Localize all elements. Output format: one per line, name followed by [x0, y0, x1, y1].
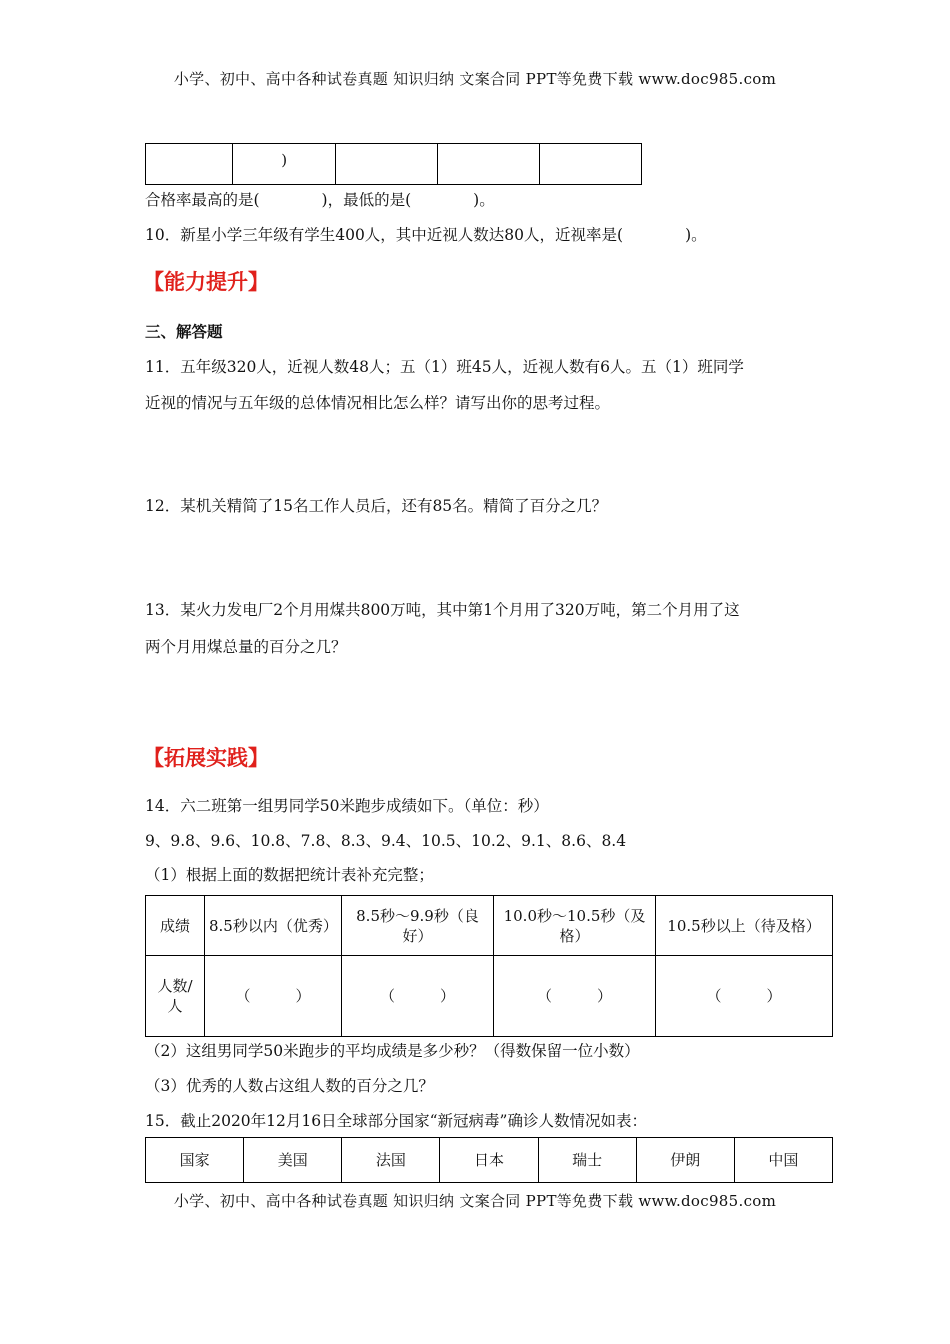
- pass-rate-line: 合格率最高的是( )，最低的是( )。: [145, 191, 495, 209]
- section-ability: 【能力提升】: [143, 270, 269, 294]
- score-header-cell: 8.5秒～9.9秒（良好）: [342, 896, 494, 956]
- country-cell: 美国: [244, 1138, 342, 1183]
- table-cell: [437, 144, 539, 185]
- score-header-cell: 成绩: [146, 896, 205, 956]
- country-cell: 法国: [342, 1138, 440, 1183]
- country-cell: 国家: [146, 1138, 244, 1183]
- count-label-cell: 人数/人: [146, 956, 205, 1037]
- section-solve: 三、解答题: [145, 323, 223, 341]
- blank-cell: （ ）: [656, 956, 833, 1037]
- blank-cell: （ ）: [205, 956, 342, 1037]
- question-13-line2: 两个月用煤总量的百分之几？: [145, 638, 347, 656]
- question-12: 12．某机关精简了15名工作人员后，还有85名。精简了百分之几？: [145, 497, 608, 515]
- table-row: [146, 956, 833, 1037]
- question-14-part1: （1）根据上面的数据把统计表补充完整；: [145, 866, 434, 884]
- score-header-cell: 10.5秒以上（待及格）: [656, 896, 833, 956]
- table-cell: [335, 144, 437, 185]
- question-10: 10．新星小学三年级有学生400人，其中近视人数达80人，近视率是( )。: [145, 226, 707, 244]
- score-table: [145, 895, 833, 1037]
- blank-cell: （ ）: [494, 956, 656, 1037]
- question-14-part3: （3）优秀的人数占这组人数的百分之几？: [145, 1077, 434, 1095]
- table-cell: [539, 144, 641, 185]
- section-practice: 【拓展实践】: [143, 746, 269, 770]
- table-cell: ): [233, 144, 336, 185]
- country-cell: 伊朗: [636, 1138, 734, 1183]
- top-table: [145, 143, 642, 185]
- question-14-data: 9、9.8、9.6、10.8、7.8、8.3、9.4、10.5、10.2、9.1、8.6、8.4: [145, 832, 627, 850]
- table-row: [146, 1138, 833, 1183]
- page-header: 小学、初中、高中各种试卷真题 知识归纳 文案合同 PPT等免费下载 www.doc985.com: [173, 70, 777, 88]
- question-14-part2: （2）这组男同学50米跑步的平均成绩是多少秒？（得数保留一位小数）: [145, 1042, 640, 1060]
- question-13-line1: 13．某火力发电厂2个月用煤共800万吨，其中第1个月用了320万吨，第二个月用了这: [145, 601, 740, 619]
- question-15: 15．截止2020年12月16日全球部分国家“新冠病毒”确诊人数情况如表：: [145, 1112, 647, 1130]
- country-table: [145, 1137, 833, 1183]
- table-row: [146, 896, 833, 956]
- country-cell: 瑞士: [538, 1138, 636, 1183]
- question-11-line2: 近视的情况与五年级的总体情况相比怎么样？请写出你的思考过程。: [145, 394, 611, 412]
- question-14: 14．六二班第一组男同学50米跑步成绩如下。（单位：秒）: [145, 797, 549, 815]
- question-11-line1: 11．五年级320人，近视人数48人；五（1）班45人，近视人数有6人。五（1）班同学: [145, 358, 744, 376]
- country-cell: 中国: [734, 1138, 832, 1183]
- score-header-cell: 8.5秒以内（优秀）: [205, 896, 342, 956]
- table-row: [146, 144, 642, 185]
- table-cell: [146, 144, 233, 185]
- page-footer: 小学、初中、高中各种试卷真题 知识归纳 文案合同 PPT等免费下载 www.doc985.com: [173, 1192, 777, 1210]
- country-cell: 日本: [440, 1138, 538, 1183]
- score-header-cell: 10.0秒～10.5秒（及格）: [494, 896, 656, 956]
- blank-cell: （ ）: [342, 956, 494, 1037]
